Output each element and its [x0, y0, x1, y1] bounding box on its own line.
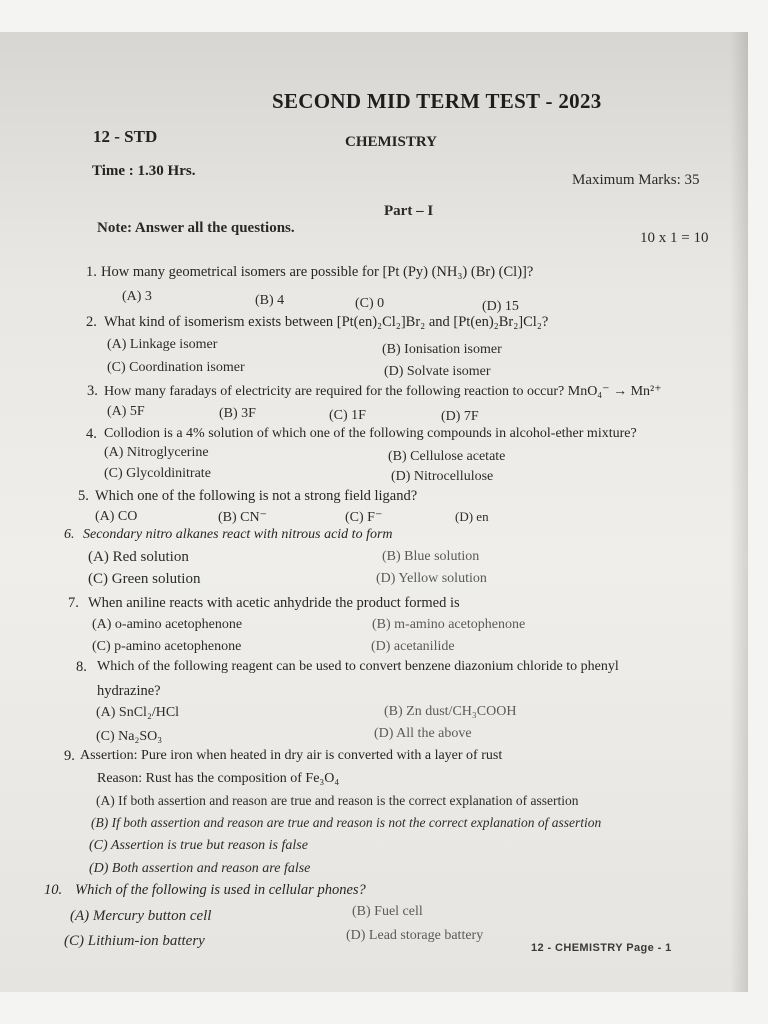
option: (C) Na₂SO₃ [96, 729, 163, 744]
option: (C) Green solution [88, 571, 201, 587]
option: (A) 3 [122, 289, 152, 304]
option: (B) Fuel cell [352, 904, 423, 919]
question-text: Which of the following is used in cellular phones? [75, 882, 366, 898]
option: (D) All the above [374, 726, 472, 741]
question-number: 5. [78, 488, 89, 504]
option: (B) 4 [255, 293, 285, 308]
question-number: 10. [44, 882, 63, 898]
exam-paper [0, 32, 748, 992]
option: (C) Glycoldinitrate [104, 466, 211, 481]
max-marks-label: Maximum Marks: 35 [572, 172, 700, 188]
option: (A) o-amino acetophenone [92, 617, 243, 632]
question-text: Assertion: Pure iron when heated in dry air is converted with a layer of rust [80, 748, 503, 763]
option: (D) Lead storage battery [346, 928, 484, 943]
question-number: 2. [86, 314, 97, 330]
option: (C) Lithium-ion battery [64, 933, 205, 949]
option: (B) m-amino acetophenone [372, 617, 526, 632]
paper-edge-shadow [730, 32, 748, 992]
option: (A) Nitroglycerine [104, 445, 209, 460]
option: (D) Nitrocellulose [391, 469, 494, 484]
question-number: 3. [87, 383, 98, 399]
question-text: What kind of isomerism exists between [Pt(en)₂Cl₂]Br₂ and [Pt(en)₂Br₂]Cl₂? [104, 314, 549, 330]
option: (B) Cellulose acetate [388, 449, 506, 464]
question-text: When aniline reacts with acetic anhydride the product formed is [88, 595, 460, 611]
option: (B) Zn dust/CH₃COOH [384, 704, 517, 719]
question-number: 9. [64, 748, 75, 764]
option: (C) 1F [329, 408, 366, 423]
subject-label: CHEMISTRY [345, 134, 437, 150]
option: (A) Red solution [88, 549, 189, 565]
part-label: Part – I [384, 203, 434, 219]
option: (C) p-amino acetophenone [92, 639, 242, 654]
option: (B) Ionisation isomer [382, 342, 502, 357]
question-text: Collodion is a 4% solution of which one of the following compounds in alcohol-ether mixture? [104, 426, 637, 441]
option: (B) CN⁻ [218, 510, 267, 525]
question-text: Secondary nitro alkanes react with nitrous acid to form [83, 527, 393, 542]
note-label: Note: Answer all the questions. [97, 220, 295, 236]
option: (A) 5F [107, 404, 145, 419]
question-text: Which of the following reagent can be used to convert benzene diazonium chloride to phenyl [97, 659, 619, 674]
option: (A) If both assertion and reason are true and reason is the correct explanation of assertion [96, 793, 579, 808]
question-number: 6. [64, 527, 75, 542]
question-number: 1. [86, 264, 97, 280]
option: (C) Assertion is true but reason is false [89, 838, 308, 853]
option: (C) F⁻ [345, 510, 383, 525]
option: (A) Mercury button cell [70, 908, 212, 924]
option: (B) 3F [219, 406, 256, 421]
class-label: 12 - STD [93, 127, 158, 146]
option: (D) Solvate isomer [384, 364, 491, 379]
question-number: 4. [86, 426, 97, 442]
marks-calculation: 10 x 1 = 10 [640, 230, 709, 246]
option: (C) Coordination isomer [107, 360, 245, 375]
option: (B) If both assertion and reason are true and reason is not the correct explanation of assertion [91, 815, 602, 830]
option: (C) 0 [355, 296, 385, 311]
page-footer: 12 - CHEMISTRY Page - 1 [531, 942, 672, 954]
option: (D) Yellow solution [376, 571, 487, 586]
question-number: 8. [76, 659, 87, 675]
option: (D) 7F [441, 409, 479, 424]
option: (D) en [455, 509, 489, 524]
option: (A) CO [95, 509, 138, 524]
option: (A) Linkage isomer [107, 337, 218, 352]
question-text-continued: hydrazine? [97, 683, 161, 699]
option: (A) SnCl₂/HCl [96, 705, 180, 720]
option: (D) 15 [482, 299, 519, 314]
question-text: Which one of the following is not a strong field ligand? [95, 488, 418, 504]
option: (D) acetanilide [371, 639, 455, 654]
reason-text: Reason: Rust has the composition of Fe₃O₄ [97, 771, 340, 786]
exam-title: SECOND MID TERM TEST - 2023 [272, 89, 602, 113]
question-text: How many faradays of electricity are required for the following reaction to occur? MnO₄⁻ → Mn²⁺ [104, 384, 662, 399]
time-label: Time : 1.30 Hrs. [92, 163, 196, 179]
option: (D) Both assertion and reason are false [89, 861, 311, 876]
question-number: 7. [68, 595, 79, 611]
question-text: How many geometrical isomers are possible for [Pt (Py) (NH₃) (Br) (Cl)]? [101, 264, 534, 280]
option: (B) Blue solution [382, 549, 480, 564]
